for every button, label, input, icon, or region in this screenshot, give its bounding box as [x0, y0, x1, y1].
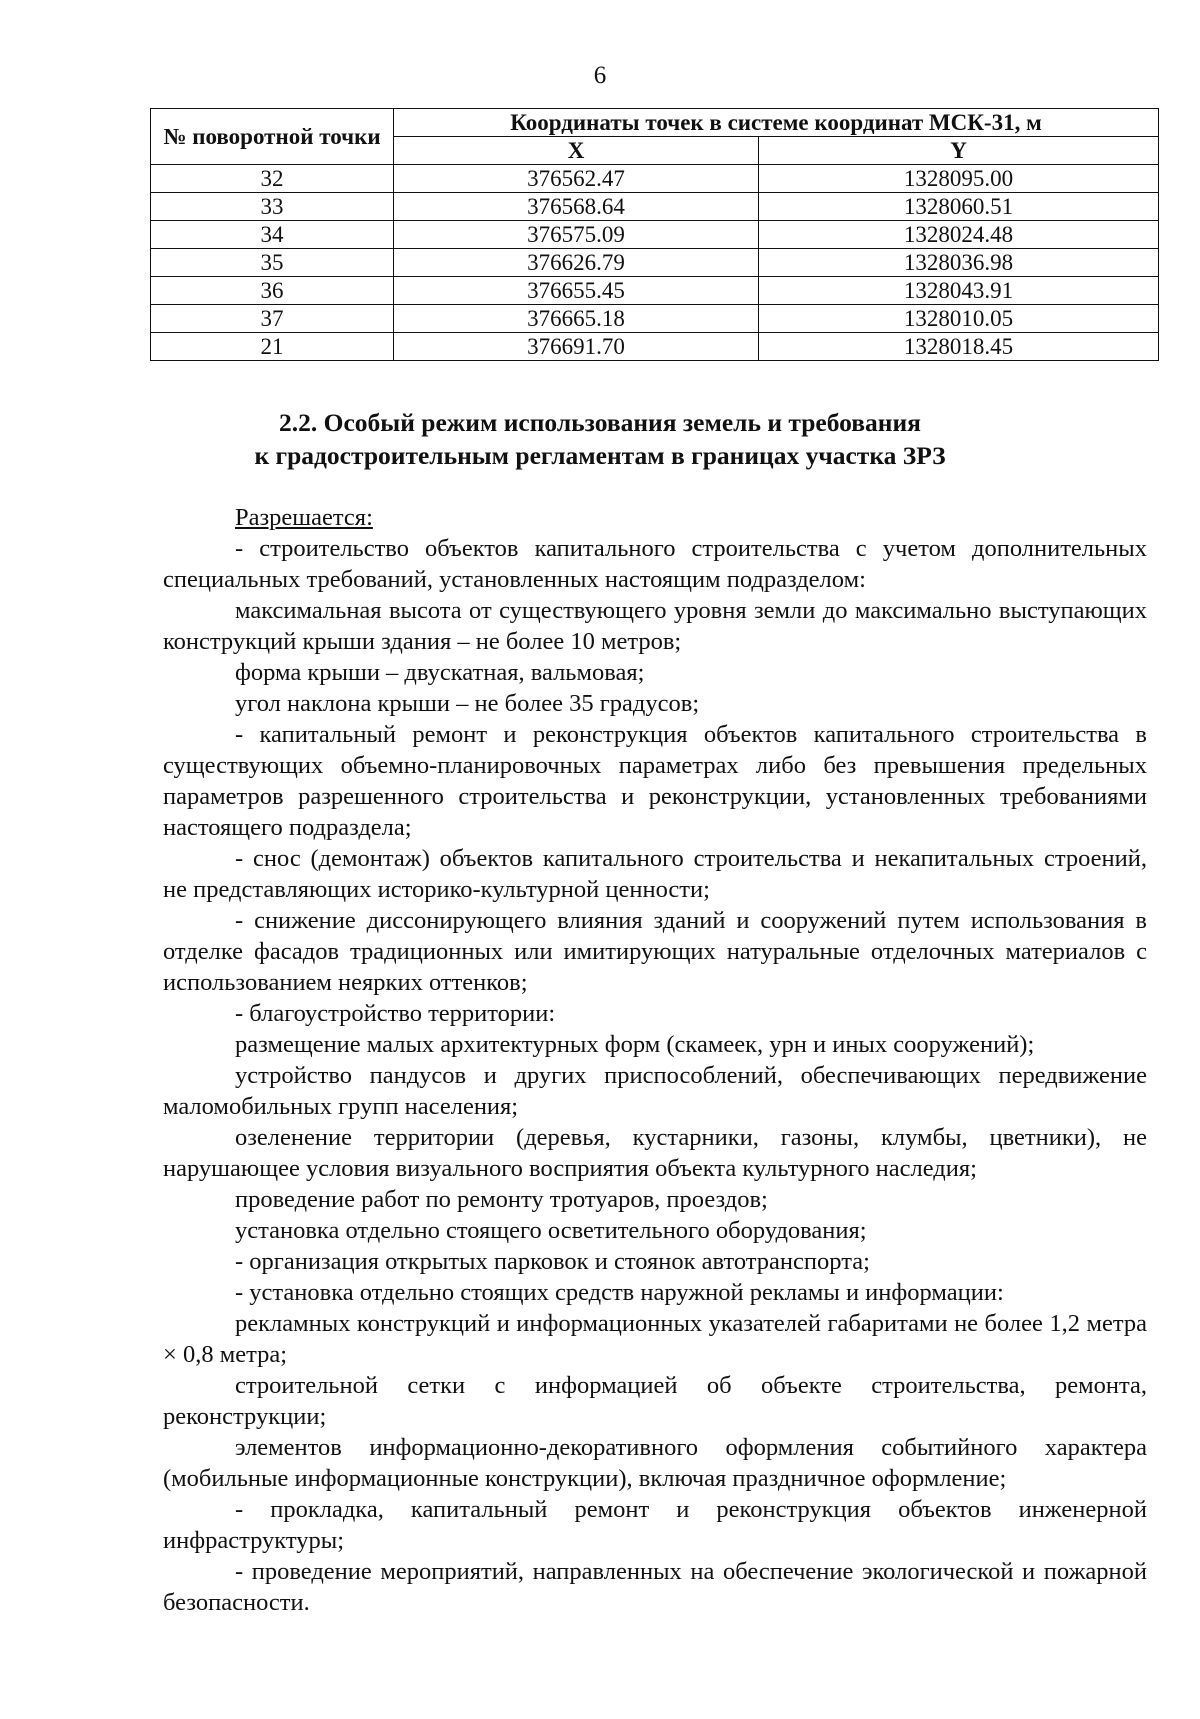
section-body	[163, 502, 1147, 1618]
paragraph: максимальная высота от существующего уровня земли до максимально выступающих конструкций крыши здания – не более 10 метров;	[163, 597, 1147, 655]
point-number: 21	[151, 333, 394, 361]
paragraph: форма крыши – двускатная, вальмовая;	[235, 659, 645, 686]
point-number: 32	[151, 165, 394, 193]
table-row	[151, 277, 1159, 305]
paragraph: угол наклона крыши – не более 35 градусов;	[235, 690, 700, 717]
heading-line-1: 2.2. Особый режим использования земель и требования	[279, 408, 921, 437]
table-row	[151, 249, 1159, 277]
paragraph: - строительство объектов капитального строительства с учетом дополнительных специальных требований, установленных настоящим подразделом:	[163, 535, 1147, 593]
table-row	[151, 333, 1159, 361]
coordinates-table	[150, 108, 1159, 361]
heading-line-2: к градостроительным регламентам в границах участка ЗРЗ	[254, 441, 946, 470]
point-number: 33	[151, 193, 394, 221]
header-y: Y	[759, 137, 1159, 165]
paragraph: установка отдельно стоящего осветительного оборудования;	[235, 1217, 867, 1244]
paragraph: - благоустройство территории:	[235, 1000, 556, 1027]
table-row	[151, 193, 1159, 221]
coord-x: 376665.18	[394, 305, 759, 333]
paragraph: размещение малых архитектурных форм (скамеек, урн и иных сооружений);	[235, 1031, 1035, 1058]
header-coordinates: Координаты точек в системе координат МСК-31, м	[394, 109, 1159, 137]
paragraph: - организация открытых парковок и стоянок автотранспорта;	[235, 1248, 870, 1275]
coord-y: 1328060.51	[759, 193, 1159, 221]
header-x: X	[394, 137, 759, 165]
coord-y: 1328010.05	[759, 305, 1159, 333]
paragraph: - проведение мероприятий, направленных на обеспечение экологической и пожарной безопасности.	[163, 1558, 1147, 1616]
coord-x: 376562.47	[394, 165, 759, 193]
paragraph: озеленение территории (деревья, кустарники, газоны, клумбы, цветники), не нарушающее условия визуального восприятия объекта культурного наследия;	[163, 1124, 1147, 1182]
paragraph: - прокладка, капитальный ремонт и реконструкция объектов инженерной инфраструктуры;	[163, 1496, 1147, 1554]
paragraph: - капитальный ремонт и реконструкция объектов капитального строительства в существующих объемно-планировочных параметрах либо без превышения предельных параметров разрешенного строительства и реконструкции, установленных требованиями настоящего подраздела;	[163, 721, 1147, 841]
coord-x: 376575.09	[394, 221, 759, 249]
paragraph: проведение работ по ремонту тротуаров, проездов;	[235, 1186, 768, 1213]
coord-y: 1328018.45	[759, 333, 1159, 361]
paragraph: - снижение диссонирующего влияния зданий и сооружений путем использования в отделке фасадов традиционных или имитирующих натуральные отделочных материалов с использованием неярких оттенков;	[163, 907, 1147, 996]
paragraph: устройство пандусов и других приспособлений, обеспечивающих передвижение маломобильных групп населения;	[163, 1062, 1147, 1120]
point-number: 36	[151, 277, 394, 305]
coord-x: 376568.64	[394, 193, 759, 221]
coord-y: 1328095.00	[759, 165, 1159, 193]
paragraph: - установка отдельно стоящих средств наружной рекламы и информации:	[235, 1279, 1004, 1306]
coord-x: 376626.79	[394, 249, 759, 277]
header-point-number: № поворотной точки	[151, 109, 394, 165]
point-number: 37	[151, 305, 394, 333]
paragraph: рекламных конструкций и информационных указателей габаритами не более 1,2 метра × 0,8 метра;	[163, 1310, 1147, 1368]
point-number: 35	[151, 249, 394, 277]
table-row	[151, 221, 1159, 249]
paragraph: - снос (демонтаж) объектов капитального строительства и некапитальных строений, не представляющих историко-культурной ценности;	[163, 845, 1147, 903]
section-heading	[0, 406, 1200, 472]
coord-y: 1328036.98	[759, 249, 1159, 277]
coord-x: 376691.70	[394, 333, 759, 361]
point-number: 34	[151, 221, 394, 249]
table-row	[151, 305, 1159, 333]
paragraph: элементов информационно-декоративного оформления событийного характера (мобильные информационные конструкции), включая праздничное оформление;	[163, 1434, 1147, 1492]
table-row	[151, 165, 1159, 193]
coord-y: 1328043.91	[759, 277, 1159, 305]
paragraph: строительной сетки с информацией об объекте строительства, ремонта, реконструкции;	[163, 1372, 1147, 1430]
permitted-label: Разрешается:	[235, 504, 373, 531]
coord-y: 1328024.48	[759, 221, 1159, 249]
page-number: 6	[593, 62, 607, 89]
coord-x: 376655.45	[394, 277, 759, 305]
